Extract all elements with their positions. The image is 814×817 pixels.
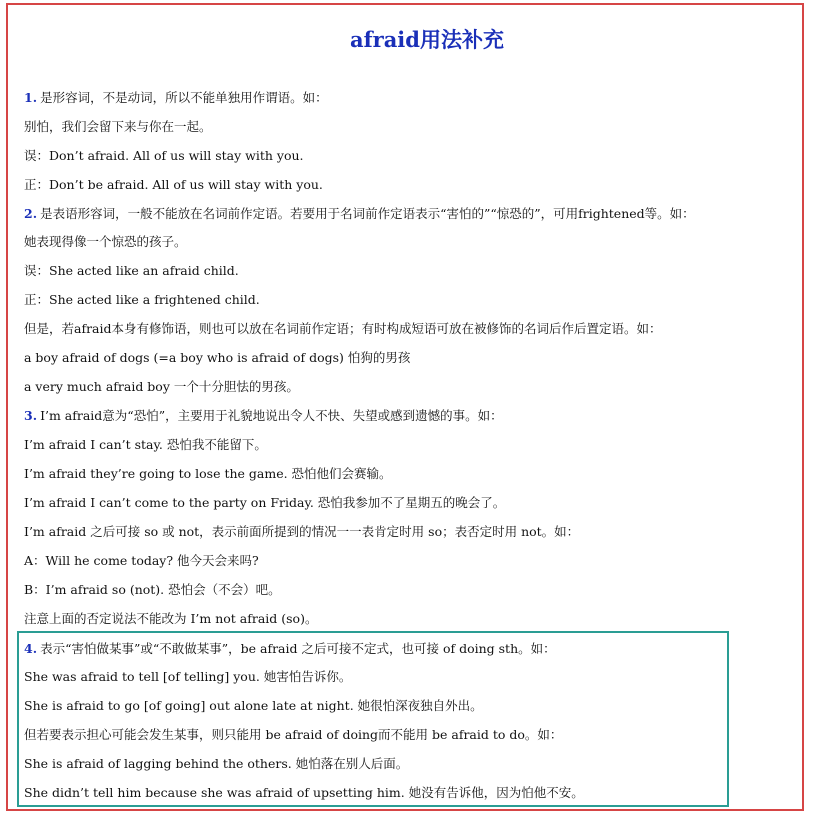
section-4-heading [24,640,556,658]
section-2-line-1: 她表现得像一个惊恐的孩子。 [24,234,187,249]
section-1-heading [24,89,328,107]
section-3-heading [24,407,503,425]
section-3-line-4: I’m afraid 之后可接 so 或 not，表示前面所提到的情况一一表肯定时用 so；表否定时用 not。如： [24,524,580,539]
section-2-line-5: a boy afraid of dogs (=a boy who is afraid of dogs) 怕狗的男孩 [24,350,411,365]
section-2-heading [24,205,695,223]
section-3-line-5: A：Will he come today? 他今天会来吗? [24,553,259,568]
section-1-line-3: 正：Don’t be afraid. All of us will stay with you. [24,177,323,192]
section-1-line-1: 别怕，我们会留下来与你在一起。 [24,119,212,134]
section-2-line-4: 但是，若afraid本身有修饰语，则也可以放在名词前作定语；有时构成短语可放在被修饰的名词后作后置定语。如： [24,321,662,336]
section-2-heading-text: 是表语形容词，一般不能放在名词前作定语。若要用于名词前作定语表示“害怕的”“惊恐的”，可用frightened等。如： [40,206,695,221]
section-3-line-2: I’m afraid they’re going to lose the game. 恐怕他们会赛输。 [24,466,392,481]
section-4-line-4: She is afraid of lagging behind the others. 她怕落在别人后面。 [24,756,409,771]
section-1-line-2: 误：Don’t afraid. All of us will stay with you. [24,148,304,163]
section-3-line-1: I’m afraid I can’t stay. 恐怕我不能留下。 [24,437,267,452]
section-4-heading-text: 表示“害怕做某事”或“不敢做某事”，be afraid 之后可接不定式，也可接 of doing sth。如： [40,641,556,656]
section-2-line-6: a very much afraid boy 一个十分胆怯的男孩。 [24,379,299,394]
section-3-line-7: 注意上面的否定说法不能改为 I’m not afraid (so)。 [24,611,318,626]
section-4-number: 4. [24,641,38,656]
section-4-line-5: She didn’t tell him because she was afraid of upsetting him. 她没有告诉他，因为怕他不安。 [24,785,584,800]
section-4-line-2: She is afraid to go [of going] out alone late at night. 她很怕深夜独自外出。 [24,698,483,713]
section-3-number: 3. [24,408,38,423]
section-3-line-3: I’m afraid I can’t come to the party on Friday. 恐怕我参加不了星期五的晚会了。 [24,495,506,510]
section-2-line-2: 误：She acted like an afraid child. [24,263,239,278]
section-1-heading-text: 是形容词，不是动词，所以不能单独用作谓语。如： [40,90,328,105]
section-1-number: 1. [24,90,38,105]
section-4-line-1: She was afraid to tell [of telling] you. 她害怕告诉你。 [24,669,352,684]
section-2-line-3: 正：She acted like a frightened child. [24,292,260,307]
section-3-line-6: B：I’m afraid so (not). 恐怕会（不会）吧。 [24,582,281,597]
section-3-heading-text: I’m afraid意为“恐怕”，主要用于礼貌地说出令人不快、失望或感到遗憾的事。如： [40,408,503,423]
page-title: afraid用法补充 [350,27,504,52]
section-4-line-3: 但若要表示担心可能会发生某事，则只能用 be afraid of doing而不能用 be afraid to do。如： [24,727,563,742]
section-2-number: 2. [24,206,38,221]
